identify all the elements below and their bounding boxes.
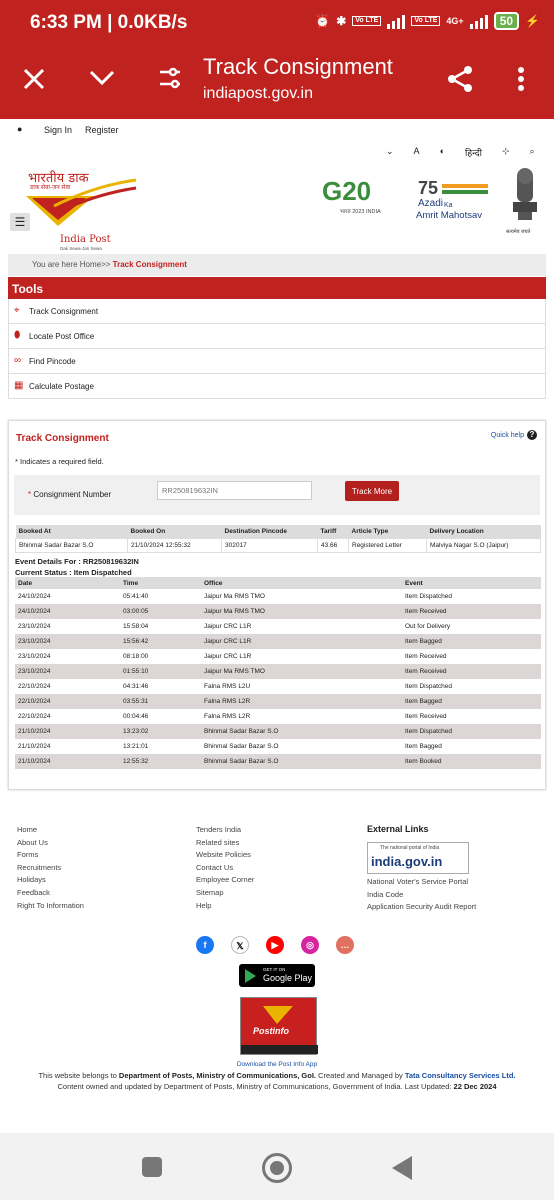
required-note: * Indicates a required field.: [15, 457, 104, 466]
charging-icon: ⚡: [525, 14, 540, 28]
emblem-motto: सत्यमेव जयते: [506, 229, 531, 235]
gplay-top-text: GET IT ON: [263, 967, 286, 972]
instagram-icon[interactable]: ◎: [301, 936, 319, 954]
track-form: [14, 475, 540, 515]
event-row: [15, 679, 541, 694]
event-date-cell: 24/10/2024: [15, 604, 120, 619]
event-status-cell: Item Received: [402, 664, 541, 679]
event-date-cell: 22/10/2024: [18, 713, 51, 720]
event-time-cell: 03:55:31: [120, 694, 201, 709]
g20-logo: [322, 176, 400, 220]
booking-table: [15, 525, 541, 553]
tariff-cell: 43.66: [318, 539, 349, 553]
share-icon[interactable]: [446, 65, 474, 93]
post-horn-icon: [261, 1004, 299, 1026]
tcs-link[interactable]: Tata Consultancy Services Ltd.: [404, 1071, 516, 1080]
event-date-cell: 21/10/2024: [18, 743, 51, 750]
booked-on-cell: 21/10/2024 12:55:32: [128, 539, 222, 553]
sitemap-icon[interactable]: ⊹: [502, 146, 510, 156]
consignment-label-text: Consignment Number: [33, 490, 112, 499]
signal-icon: [387, 13, 405, 29]
col-booked-at: Booked At: [16, 525, 128, 539]
accessibility-toolbar: [386, 146, 535, 159]
booking-row: [16, 539, 541, 553]
col-destination-pincode: Destination Pincode: [222, 525, 318, 539]
download-app-link[interactable]: Download the Post Info App: [236, 1061, 318, 1068]
event-row: [15, 604, 541, 619]
breadcrumb-current: Track Consignment: [112, 260, 187, 269]
event-date-cell: 23/10/2024: [15, 634, 120, 649]
register-link[interactable]: Register: [85, 125, 119, 135]
page-settings-icon[interactable]: [158, 66, 182, 90]
event-date-cell: 22/10/2024: [15, 694, 120, 709]
event-row: [15, 754, 541, 769]
crosshair-icon: ⌖: [14, 305, 20, 316]
g20-subtext: भारत 2023 INDIA: [340, 209, 381, 215]
logo-hindi-tagline: डाक सेवा-जन सेवा: [30, 185, 71, 191]
more-options-icon[interactable]: [516, 66, 526, 92]
home-icon[interactable]: [262, 1153, 292, 1183]
azadi-text: Azadi: [418, 198, 444, 209]
footer-link[interactable]: Forms: [17, 850, 39, 860]
events-table: [15, 577, 541, 769]
footer-link[interactable]: Home: [17, 825, 38, 834]
event-summary: [15, 556, 139, 578]
footer-link[interactable]: Help: [196, 900, 212, 910]
event-office-cell: Jaipur Ma RMS TMO: [201, 664, 402, 679]
event-date-cell: 22/10/2024: [18, 683, 51, 690]
col-event: Event: [402, 577, 541, 589]
event-time-cell: 00:04:46: [123, 713, 149, 720]
tool-label: Track Consignment: [29, 306, 99, 316]
event-status-cell: Item Booked: [402, 754, 541, 769]
event-office-cell: Bhinmal Sadar Bazar S.O: [201, 754, 402, 769]
footer-link[interactable]: Website Policies: [196, 850, 251, 860]
hamburger-menu-icon[interactable]: ☰: [10, 213, 30, 231]
postinfo-text: Postinfo: [253, 1026, 289, 1036]
flag-stripe-saffron: [442, 184, 488, 188]
event-time-cell: 15:58:04: [123, 623, 149, 630]
tool-find-pincode[interactable]: [8, 349, 546, 374]
chevron-down-icon[interactable]: [89, 70, 115, 86]
event-row: [15, 694, 541, 709]
tools-list: [8, 299, 546, 399]
event-row: [15, 724, 541, 739]
calculator-icon: ▦: [14, 380, 24, 391]
tool-label: Calculate Postage: [29, 381, 94, 391]
logo-hindi-text: भारतीय डाक: [28, 171, 89, 186]
event-status-cell: Item Bagged: [402, 634, 541, 649]
col-article-type: Article Type: [349, 525, 427, 539]
col-office: Office: [201, 577, 402, 589]
event-date-cell: 21/10/2024: [15, 754, 120, 769]
event-status-cell: Item Received: [402, 604, 541, 619]
koo-icon[interactable]: …: [336, 936, 354, 954]
india-post-logo[interactable]: [24, 166, 140, 252]
legal-dept: Department of Posts, Ministry of Communications, GoI.: [118, 1071, 317, 1080]
seventy-five-mark: 75: [418, 178, 439, 198]
event-office-cell: Jaipur CRC L1R: [204, 623, 252, 630]
event-office-cell: Bhinmal Sadar Bazar S.O: [204, 743, 279, 750]
tool-label: Find Pincode: [29, 356, 76, 366]
volte-icon: Vo LTE: [352, 16, 381, 26]
consignment-label: * Consignment Number: [28, 490, 112, 499]
legal-part: This website belongs to: [38, 1071, 119, 1080]
legal-part: Created and Managed by: [316, 1071, 405, 1080]
col-tariff: Tariff: [318, 525, 349, 539]
event-office-cell: Jaipur Ma RMS TMO: [201, 604, 402, 619]
event-row: [15, 739, 541, 754]
external-links-title: External Links: [367, 824, 429, 834]
user-icon: ●: [17, 124, 23, 134]
event-date-cell: 23/10/2024: [18, 623, 51, 630]
track-consignment-panel: [8, 420, 546, 790]
event-row: [15, 589, 541, 604]
event-time-cell: 01:55:10: [120, 664, 201, 679]
legal-text: [20, 1070, 534, 1092]
event-status-cell: Item Received: [405, 713, 447, 720]
breadcrumb: [8, 254, 546, 276]
event-office-cell: Jaipur CRC L1R: [201, 634, 402, 649]
footer-link[interactable]: About Us: [17, 837, 48, 847]
google-play-badge[interactable]: [239, 964, 315, 987]
event-time-cell: 05:41:40: [123, 593, 149, 600]
event-status-cell: Out for Delivery: [405, 623, 451, 630]
help-icon: ?: [527, 430, 537, 440]
status-time: 6:33 PM | 0.0KB/s: [30, 12, 188, 33]
external-link[interactable]: India Code: [367, 889, 404, 899]
footer-links-col1: [17, 824, 84, 912]
chevron-down-icon[interactable]: ⌄: [386, 146, 394, 156]
x-twitter-icon[interactable]: 𝕏: [231, 936, 249, 954]
footer-links-col2: [196, 824, 254, 912]
event-status-cell: Item Dispatched: [405, 683, 452, 690]
browser-header: [0, 0, 554, 119]
footer-link[interactable]: Feedback: [17, 887, 50, 897]
page-title: Track Consignment: [203, 54, 393, 79]
last-updated-date: 22 Dec 2024: [453, 1082, 497, 1091]
external-link[interactable]: National Voter's Service Portal: [367, 877, 469, 886]
footer-link[interactable]: Holidays: [17, 875, 46, 885]
footer-link[interactable]: Recruitments: [17, 862, 62, 872]
close-icon[interactable]: [22, 67, 46, 91]
col-time: Time: [120, 577, 201, 589]
social-links: [196, 936, 354, 954]
track-more-button[interactable]: Track More: [345, 481, 399, 501]
signal-icon-2: [470, 13, 488, 29]
track-title: Track Consignment: [16, 433, 109, 444]
event-date-cell: 23/10/2024: [18, 653, 51, 660]
event-row: [15, 649, 541, 664]
ka-text: Ka: [444, 202, 453, 209]
font-size-icon[interactable]: A: [413, 146, 420, 156]
event-time-cell: 15:56:42: [120, 634, 201, 649]
national-emblem: [506, 166, 544, 236]
footer-link[interactable]: Related sites: [196, 837, 240, 847]
status-icons: [315, 12, 540, 30]
language-hindi-link[interactable]: हिन्दी: [465, 148, 483, 158]
pincode-cell: 302017: [222, 539, 318, 553]
tool-locate-post-office[interactable]: [8, 324, 546, 349]
event-status-cell: Item Dispatched: [405, 593, 452, 600]
event-row: [15, 634, 541, 649]
quick-help-link[interactable]: [491, 430, 537, 440]
consignment-number-input[interactable]: [157, 481, 312, 500]
back-icon[interactable]: [392, 1156, 412, 1180]
flag-stripe-green: [442, 190, 488, 194]
col-delivery-location: Delivery Location: [427, 525, 541, 539]
event-office-cell: Jaipur Ma RMS TMO: [204, 593, 265, 600]
g20-text: G20: [322, 176, 372, 206]
android-navbar: [0, 1133, 554, 1200]
event-status-cell: Item Bagged: [402, 694, 541, 709]
event-time-cell: 08:18:00: [123, 653, 149, 660]
phone-navbar: [241, 1045, 318, 1054]
emblem-icon: [506, 166, 544, 224]
postinfo-app-image[interactable]: [240, 997, 317, 1055]
footer-link[interactable]: Right To Information: [17, 900, 84, 910]
event-time-cell: 03:00:05: [120, 604, 201, 619]
page-url[interactable]: indiapost.gov.in: [203, 85, 313, 102]
azadi-ka-amrit-mahotsav-logo: [414, 178, 494, 222]
logo-name: India Post: [60, 234, 111, 245]
contrast-icon[interactable]: ◐: [439, 146, 445, 156]
map-pin-icon: ⬮: [14, 330, 21, 341]
event-time-cell: 12:55:32: [120, 754, 201, 769]
play-store-icon: [245, 969, 256, 983]
event-time-cell: 13:21:01: [123, 743, 149, 750]
facebook-icon[interactable]: f: [196, 936, 214, 954]
event-office-cell: Bhinmal Sadar Bazar S.O: [201, 724, 402, 739]
event-row: [15, 664, 541, 679]
bluetooth-icon: ✱: [336, 14, 347, 28]
legal-part: Content owned and updated by Department of Posts, Ministry of Communications, Government of India. Last Updated:: [57, 1082, 454, 1091]
footer-link[interactable]: Contact Us: [196, 862, 234, 872]
event-date-cell: 23/10/2024: [15, 664, 120, 679]
event-date-cell: 24/10/2024: [18, 593, 51, 600]
tools-heading: Tools: [8, 277, 546, 299]
network-type: 4G+: [446, 16, 464, 26]
tool-label: Locate Post Office: [29, 331, 95, 341]
site-topnav: [0, 119, 554, 141]
india-gov-text: india.gov.in: [371, 854, 443, 869]
post-horn-icon: [24, 176, 140, 232]
search-icon[interactable]: ⌕: [529, 146, 535, 156]
tool-track-consignment[interactable]: [8, 299, 546, 324]
event-status-cell: Item Dispatched: [402, 724, 541, 739]
binoculars-icon: ∞: [14, 355, 22, 366]
battery-icon: 50: [494, 12, 519, 30]
current-status: Current Status : Item Dispatched: [15, 568, 132, 577]
events-body: [15, 589, 541, 769]
external-link[interactable]: Application Security Audit Report: [367, 902, 477, 912]
event-details-for: Event Details For : RR250819632IN: [15, 557, 139, 566]
india-gov-subtext: The national portal of India: [380, 845, 440, 851]
sign-in-link[interactable]: Sign In: [44, 125, 73, 135]
recents-icon[interactable]: [142, 1157, 162, 1177]
event-time-cell: 04:31:46: [123, 683, 149, 690]
alarm-icon: ⏰: [315, 14, 331, 28]
amrit-mahotsav-text: Amrit Mahotsav: [416, 210, 482, 221]
article-type-cell: Registered Letter: [349, 539, 427, 553]
tool-calculate-postage[interactable]: [8, 374, 546, 399]
event-office-cell: Falna RMS L2R: [201, 694, 402, 709]
youtube-icon[interactable]: ▶: [266, 936, 284, 954]
quick-help-label: Quick help: [490, 431, 524, 439]
breadcrumb-prefix[interactable]: You are here Home>>: [32, 260, 113, 269]
external-links: [367, 876, 476, 914]
event-status-cell: Item Bagged: [405, 743, 442, 750]
volte-icon-2: Vo LTE: [411, 16, 440, 26]
event-office-cell: Falna RMS L2U: [204, 683, 251, 690]
event-date-cell: 21/10/2024: [15, 724, 120, 739]
logo-tagline: Dak Sewa-Jan Sewa: [60, 246, 102, 251]
col-date: Date: [15, 577, 120, 589]
event-status-cell: Item Received: [405, 653, 447, 660]
delivery-location-cell: Malviya Nagar S.O (Jaipur): [427, 539, 541, 553]
col-booked-on: Booked On: [128, 525, 222, 539]
booked-at-cell: Bhinmal Sadar Bazar S.O: [16, 539, 128, 553]
event-time-cell: 13:23:02: [120, 724, 201, 739]
india-gov-in-logo[interactable]: [367, 842, 469, 874]
event-row: [15, 619, 541, 634]
footer-link[interactable]: Employee Corner: [196, 875, 255, 885]
gplay-text: Google Play: [263, 973, 313, 983]
event-office-cell: Jaipur CRC L1R: [204, 653, 252, 660]
footer-link[interactable]: Tenders India: [196, 825, 242, 834]
event-office-cell: Falna RMS L2R: [204, 713, 251, 720]
event-row: [15, 709, 541, 724]
footer-link[interactable]: Sitemap: [196, 887, 224, 897]
